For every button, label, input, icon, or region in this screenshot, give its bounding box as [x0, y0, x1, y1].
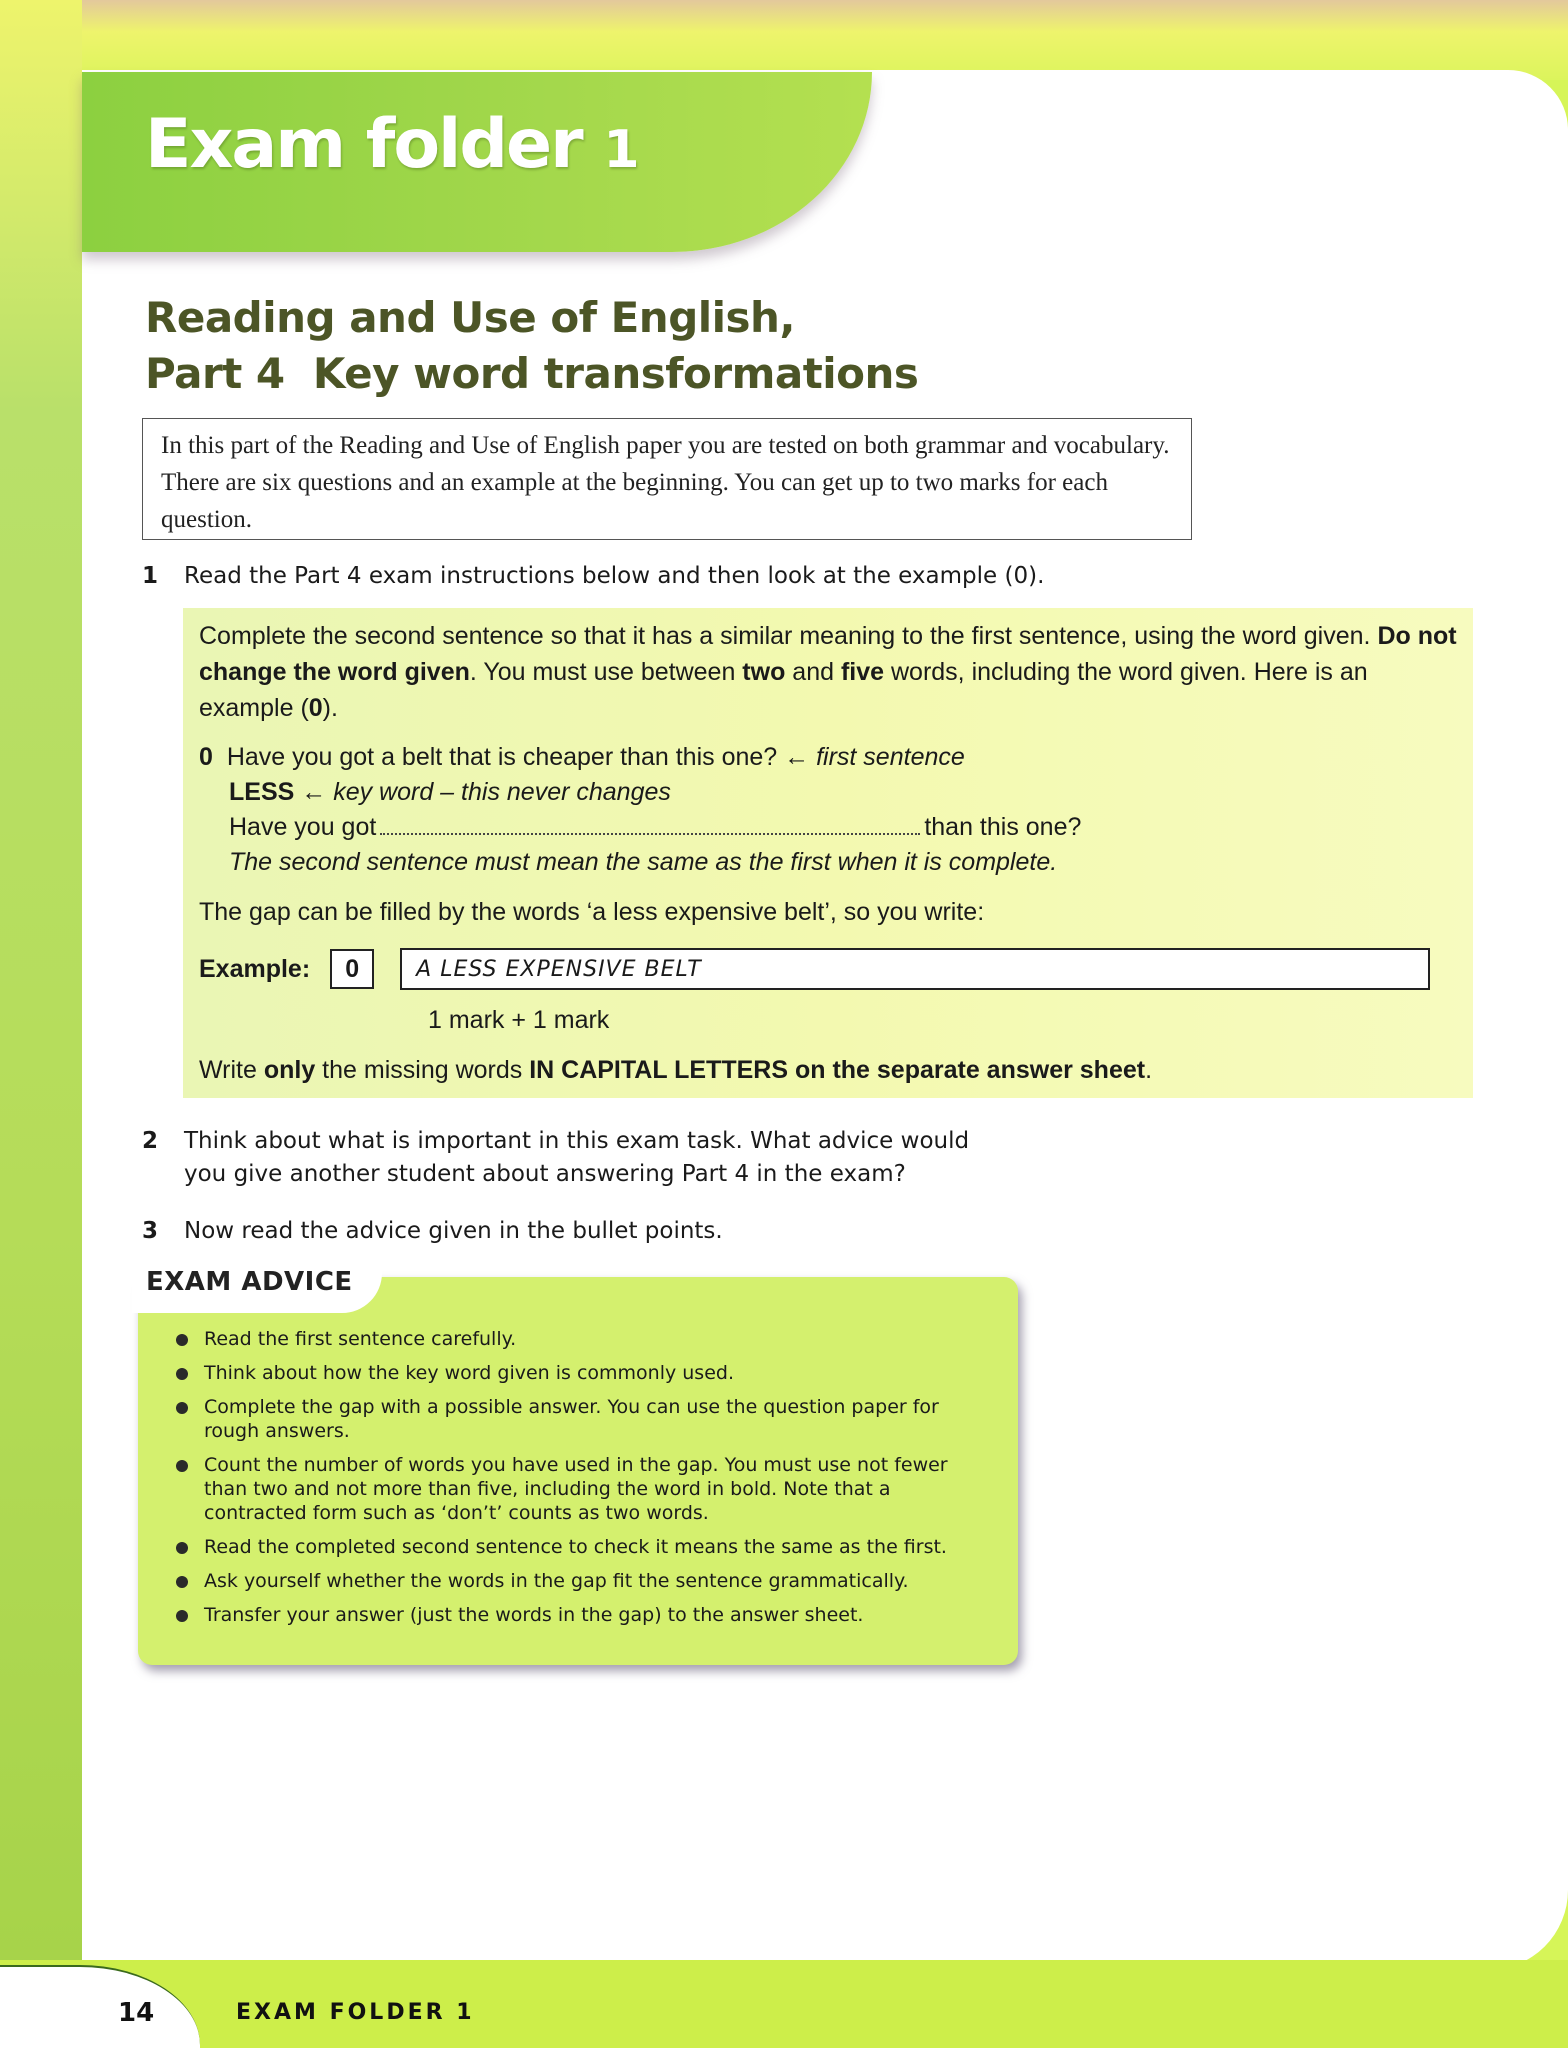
advice-item: [176, 1327, 976, 1351]
example-answer-text: A LESS EXPENSIVE BELT: [416, 956, 702, 982]
question-number: 1: [142, 563, 159, 589]
marks-note: 1 mark + 1 mark: [428, 1006, 610, 1034]
write-bold: IN CAPITAL LETTERS on the separate answer sheet: [529, 1056, 1146, 1084]
footer-label: EXAM FOLDER 1: [236, 2000, 475, 2025]
example-answer-box: [400, 948, 1430, 990]
instructions-paragraph: [199, 618, 1459, 726]
example-answer-row: [199, 948, 1430, 990]
key-word-row: [199, 775, 1081, 810]
question-2: [142, 1125, 1022, 1191]
section-title-line2: Part 4 Key word transformations: [145, 349, 919, 398]
bullet-icon: [176, 1402, 188, 1414]
instr-text: . You must use between: [469, 658, 743, 686]
bullet-icon: [176, 1542, 188, 1554]
page-title: [145, 105, 638, 184]
exam-advice-list: [176, 1327, 976, 1637]
top-band: [0, 0, 1568, 80]
section-title: [145, 290, 918, 402]
instr-text: words, including the word given. Here is an example (: [199, 658, 1368, 722]
left-stripe: [0, 0, 82, 2048]
second-sentence-row: [199, 810, 1081, 845]
exam-advice-label: EXAM ADVICE: [146, 1267, 353, 1297]
first-sentence-row: [199, 740, 1081, 775]
second-sentence-note-row: [199, 845, 1081, 880]
advice-text: Ask yourself whether the words in the gap fit the sentence grammatically.: [204, 1570, 909, 1592]
instr-bold: 0: [308, 694, 323, 722]
key-word: LESS: [229, 778, 295, 806]
write-text: the missing words: [315, 1056, 530, 1084]
instr-bold: five: [840, 658, 885, 686]
instr-bold: two: [742, 658, 786, 686]
advice-text: Read the completed second sentence to check it means the same as the first.: [204, 1536, 947, 1558]
example-number-box: 0: [330, 949, 374, 989]
intro-text: In this part of the Reading and Use of English paper you are tested on both grammar and vocabulary. There are six questions and an example at the beginning. You can get up to two marks for each question.: [161, 432, 1170, 533]
advice-item: [176, 1395, 976, 1443]
page-title-text: Exam folder: [145, 105, 582, 184]
intro-box: [142, 418, 1192, 540]
instructions-box: [183, 608, 1473, 1098]
write-bold: only: [263, 1056, 316, 1084]
instr-bold: Do not change the word given: [199, 622, 1457, 686]
example-number: 0: [199, 743, 213, 771]
advice-text: Complete the gap with a possible answer. You can use the question paper for rough answers.: [204, 1396, 939, 1442]
instr-text: Complete the second sentence so that it has a similar meaning to the first sentence, using the word given.: [199, 622, 1378, 650]
advice-text: Count the number of words you have used in the gap. You must use not fewer than two and not more than five, including the word in bold. Note that a contracted form such as ‘don’t’ counts as two words.: [204, 1454, 948, 1524]
advice-item: [176, 1569, 976, 1593]
first-sentence-note: first sentence: [816, 743, 965, 771]
bullet-icon: [176, 1368, 188, 1380]
bullet-icon: [176, 1610, 188, 1622]
question-text: Read the Part 4 exam instructions below and then look at the example (0).: [184, 563, 1045, 589]
question-text: Now read the advice given in the bullet points.: [184, 1218, 723, 1244]
key-word-note: key word – this never changes: [333, 778, 671, 806]
advice-item: [176, 1535, 976, 1559]
page-title-number: 1: [603, 120, 638, 180]
exam-advice-panel: [138, 1265, 1028, 1675]
gap-dotted-line: [380, 815, 920, 835]
advice-text: Read the first sentence carefully.: [204, 1328, 517, 1350]
question-text: Think about what is important in this exam task. What advice would you give another student about answering Part 4 in the exam?: [184, 1128, 970, 1187]
advice-text: Think about how the key word given is commonly used.: [204, 1362, 734, 1384]
question-1: [142, 560, 1044, 593]
first-sentence: Have you got a belt that is cheaper than this one?: [226, 743, 778, 771]
left-arrow-icon: ←: [784, 743, 810, 771]
second-sentence-note: The second sentence must mean the same as the first when it is complete.: [229, 848, 1058, 876]
advice-text: Transfer your answer (just the words in the gap) to the answer sheet.: [204, 1604, 864, 1626]
question-number: 2: [142, 1128, 159, 1154]
question-3: [142, 1215, 723, 1248]
second-sentence-end: than this one?: [924, 813, 1082, 841]
section-title-line1: Reading and Use of English,: [145, 293, 795, 342]
left-arrow-icon: ←: [301, 778, 327, 806]
bullet-icon: [176, 1334, 188, 1346]
write-text: Write: [199, 1056, 264, 1084]
advice-item: [176, 1453, 976, 1525]
page-number: 14: [118, 1998, 155, 2028]
second-sentence-start: Have you got: [229, 813, 377, 841]
gap-explanation: The gap can be filled by the words ‘a less expensive belt’, so you write:: [199, 898, 985, 926]
example-label: Example:: [199, 954, 311, 983]
example-block: [199, 740, 1081, 880]
bullet-icon: [176, 1460, 188, 1472]
write-instruction: [199, 1056, 1152, 1085]
bullet-icon: [176, 1576, 188, 1588]
advice-item: [176, 1361, 976, 1385]
instr-text: ).: [322, 694, 338, 722]
instr-text: and: [785, 658, 841, 686]
question-number: 3: [142, 1218, 159, 1244]
write-text: .: [1145, 1056, 1153, 1084]
advice-item: [176, 1603, 976, 1627]
